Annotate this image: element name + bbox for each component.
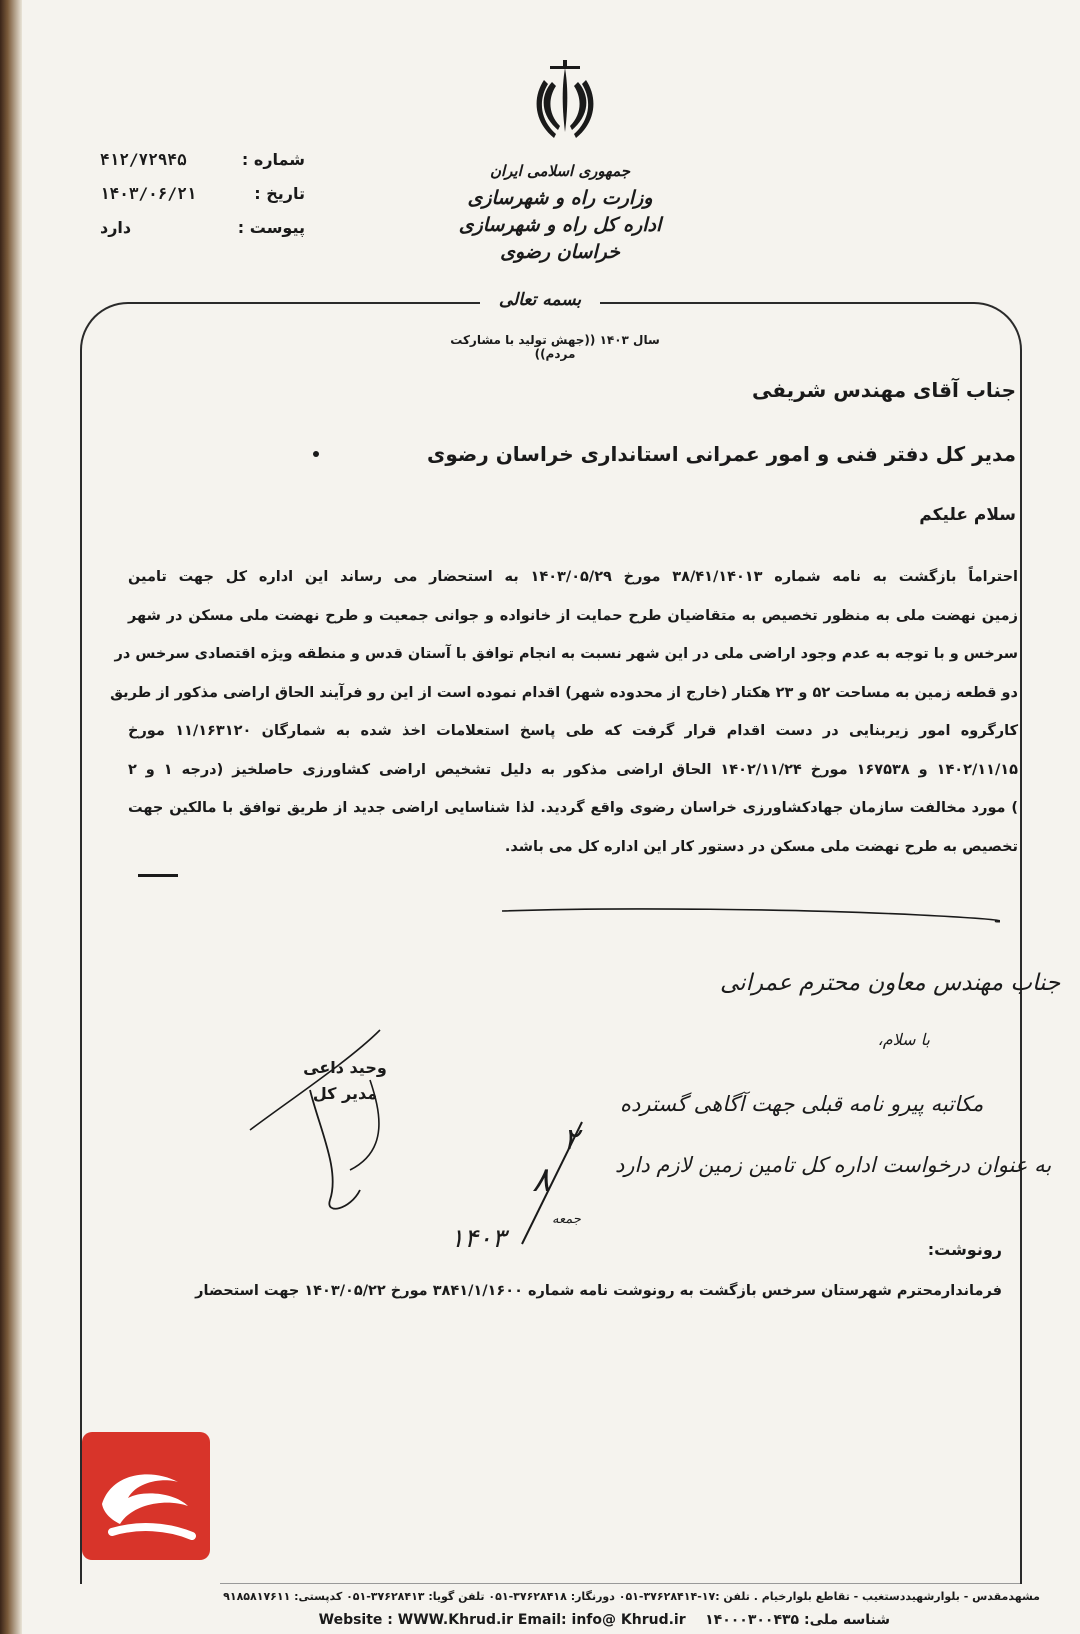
date-label: تاریخ : bbox=[254, 184, 305, 203]
org-line-2: وزارت راه و شهرسازی bbox=[467, 187, 653, 209]
handwritten-day: جمعه bbox=[552, 1212, 581, 1227]
dash-mark bbox=[138, 874, 178, 877]
attachment-label: پیوست : bbox=[237, 218, 305, 237]
handwritten-line-1: جناب مهندس معاون محترم عمرانی bbox=[720, 970, 1061, 996]
recipient-name: جناب آقای مهندس شریفی bbox=[751, 378, 1016, 402]
ink-dot bbox=[313, 451, 319, 457]
meta-date-row bbox=[90, 184, 305, 218]
signature-stamp bbox=[300, 1055, 390, 1107]
separator-stroke bbox=[500, 905, 1000, 925]
year-slogan: سال ۱۴۰۳ ((جهش تولید با مشارکت مردم)) bbox=[450, 333, 660, 361]
number-label: شماره : bbox=[241, 150, 305, 169]
letter-frame bbox=[80, 302, 1022, 1584]
date-value: ۱۴۰۳/۰۶/۲۱ bbox=[100, 184, 197, 203]
cc-label: رونوشت: bbox=[927, 1240, 1002, 1259]
signer-name: وحید داعی bbox=[303, 1058, 387, 1077]
news-agency-logo bbox=[82, 1432, 210, 1560]
footer-address: مشهدمقدس - بلوارشهیددستغیب - تقاطع بلوارخیام . تلفن :۱۷-۳۷۶۲۸۴۱۴-۰۵۱ دورنگار: ۳۷۶۲۸۴۱۸-۰۵۱ تلفن گویا: ۳۷۶۲۸۴۱۳-۰۵۱ کدپستی: ۹۱۸۵۸۱۷۶۱۱ bbox=[223, 1590, 1040, 1603]
body-line: احتراماً بازگشت به نامه شماره ۳۸/۴۱/۱۴۰۱۳ مورخ ۱۴۰۳/۰۵/۲۹ به استحضار می رساند این اداره کل جهت تامین bbox=[128, 569, 1019, 585]
body-line: سرخس و با توجه به عدم وجود اراضی ملی در این شهر نسبت به انجام توافق با آستان قدس و منطقه ویژه اقتصادی سرخس در bbox=[114, 646, 1018, 662]
website-email: Website : WWW.Khrud.ir Email: info@ Khrud.ir bbox=[318, 1612, 686, 1628]
letter-meta bbox=[90, 150, 305, 252]
iran-emblem-icon bbox=[530, 60, 600, 150]
org-line-3: اداره کل راه و شهرسازی خراسان رضوی bbox=[458, 214, 662, 263]
number-value: ۴۱۲/۷۲۹۴۵ bbox=[100, 150, 187, 169]
body-line: ۱۴۰۲/۱۱/۱۵ و ۱۶۷۵۳۸ مورخ ۱۴۰۲/۱۱/۲۴ الحاق اراضی مذکور به دلیل تشخیص اراضی کشاورزی حاصلخیز (درجه ۱ و ۲ bbox=[128, 761, 1019, 778]
greeting: سلام علیکم bbox=[919, 505, 1016, 525]
handwritten-year: ۱۴۰۳ bbox=[450, 1224, 506, 1254]
signature-scribble bbox=[230, 1020, 420, 1220]
body-line: زمین نهضت ملی به منظور تخصیص به متقاضیان طرح حمایت از خانواده و جوانی جمعیت و طرح نهضت ملی مسکن در شهر bbox=[128, 607, 1018, 624]
meta-number-row bbox=[90, 150, 305, 184]
national-id: شناسه ملی: ۱۴۰۰۰۳۰۰۴۳۵ bbox=[705, 1612, 890, 1628]
body-line: ) مورد مخالفت سازمان جهادکشاورزی خراسان رضوی واقع گردید. لذا شناسایی اراضی جدید از طریق توافق با مالکین جهت bbox=[128, 800, 1018, 816]
footer-contact bbox=[319, 1612, 890, 1628]
body-line: دو قطعه زمین به مساحت ۵۲ و ۲۳ هکتار (خارج از محدوده شهر) اقدام نموده است از این رو فرآیند الحاق اراضی مذکور از طریق bbox=[110, 684, 1018, 701]
signer-role: مدیر کل bbox=[312, 1084, 378, 1103]
footer-rule bbox=[220, 1583, 1020, 1584]
scan-edge bbox=[0, 0, 22, 1634]
handwritten-number-top: ۲ bbox=[563, 1122, 580, 1157]
handwritten-line-3: مکاتبه پیرو نامه قبلی جهت آگاهی گسترده bbox=[620, 1092, 984, 1116]
handwritten-number-middle: ۸ bbox=[532, 1160, 551, 1200]
handwritten-line-2: با سلام، bbox=[877, 1030, 930, 1049]
handwritten-line-4: به عنوان درخواست اداره کل تامین زمین لازم دارد bbox=[615, 1153, 1052, 1177]
body-line: تخصیص به طرح نهضت ملی مسکن در دستور کار این اداره کل می باشد. bbox=[504, 838, 1018, 855]
bismillah: بسمه تعالی bbox=[480, 290, 600, 310]
meta-attachment-row bbox=[90, 218, 305, 252]
cc-text: فرماندارمحترم شهرستان سرخس بازگشت به رونوشت نامه شماره ۳۸۴۱/۱/۱۶۰۰ مورخ ۱۴۰۳/۰۵/۲۲ جهت استحضار bbox=[195, 1283, 1002, 1299]
recipient-title: مدیر کل دفتر فنی و امور عمرانی استانداری خراسان رضوی bbox=[427, 442, 1016, 466]
attachment-value: دارد bbox=[100, 218, 132, 237]
organization-name bbox=[440, 158, 680, 266]
org-line-1: جمهوری اسلامی ایران bbox=[489, 162, 631, 180]
letter-body bbox=[110, 558, 1019, 866]
body-line: کارگروه امور زیربنایی در دست اقدام قرار گرفت که طی پاسخ استعلامات اخذ شده به شمارگان ۱۱/۱۶۳۱۲۰ مورخ bbox=[128, 723, 1018, 739]
